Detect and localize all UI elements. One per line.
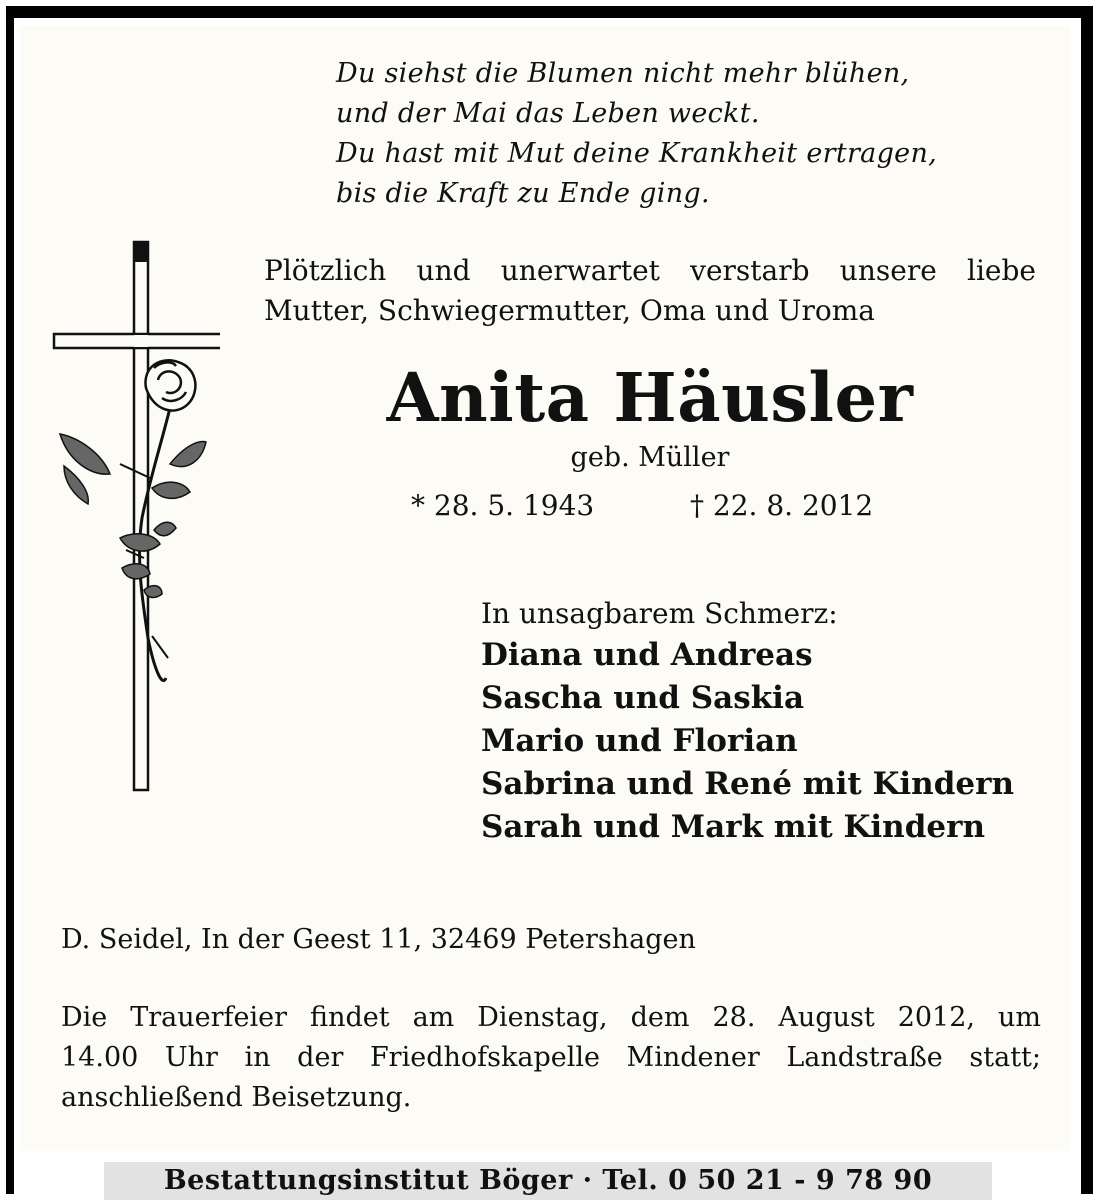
intro-line: Plötzlich und unerwartet verstarb unsere liebe [264,254,1036,287]
mourner-name: Diana und Andreas [481,637,813,673]
mourner-name: Sabrina und René mit Kindern [481,766,1014,802]
mourners-list [481,634,1014,849]
cross-with-rose-icon [50,238,220,798]
service-line: 14.00 Uhr in der Friedhofskapelle Mindener Landstraße statt; [61,1042,1041,1073]
poem-line: Du hast mit Mut deine Krankheit ertragen, [336,138,938,169]
poem [336,54,937,214]
mourner-name: Sarah und Mark mit Kindern [481,809,985,845]
contact-address: D. Seidel, In der Geest 11, 32469 Petershagen [61,924,696,955]
deceased-name: Anita Häusler [386,358,914,437]
mourning-heading: In unsagbarem Schmerz: [481,597,838,630]
birth-date: * 28. 5. 1943 [411,489,595,522]
mourner-name: Sascha und Saskia [481,680,805,716]
poem-line: und der Mai das Leben weckt. [336,98,760,129]
death-date: † 22. 8. 2012 [690,489,874,522]
funeral-home-footer: Bestattungsinstitut Böger · Tel. 0 50 21 - 9 78 90 [104,1162,992,1200]
service-info [61,998,1041,1118]
poem-line: bis die Kraft zu Ende ging. [336,178,710,209]
intro-line: Mutter, Schwiegermutter, Oma und Uroma [264,294,875,327]
service-line: anschließend Beisetzung. [61,1082,412,1113]
maiden-name: geb. Müller [570,442,730,473]
service-line: Die Trauerfeier findet am Dienstag, dem 28. August 2012, um [61,1002,1041,1033]
poem-line: Du siehst die Blumen nicht mehr blühen, [336,58,910,89]
intro-text [264,251,1036,331]
mourner-name: Mario und Florian [481,723,798,759]
